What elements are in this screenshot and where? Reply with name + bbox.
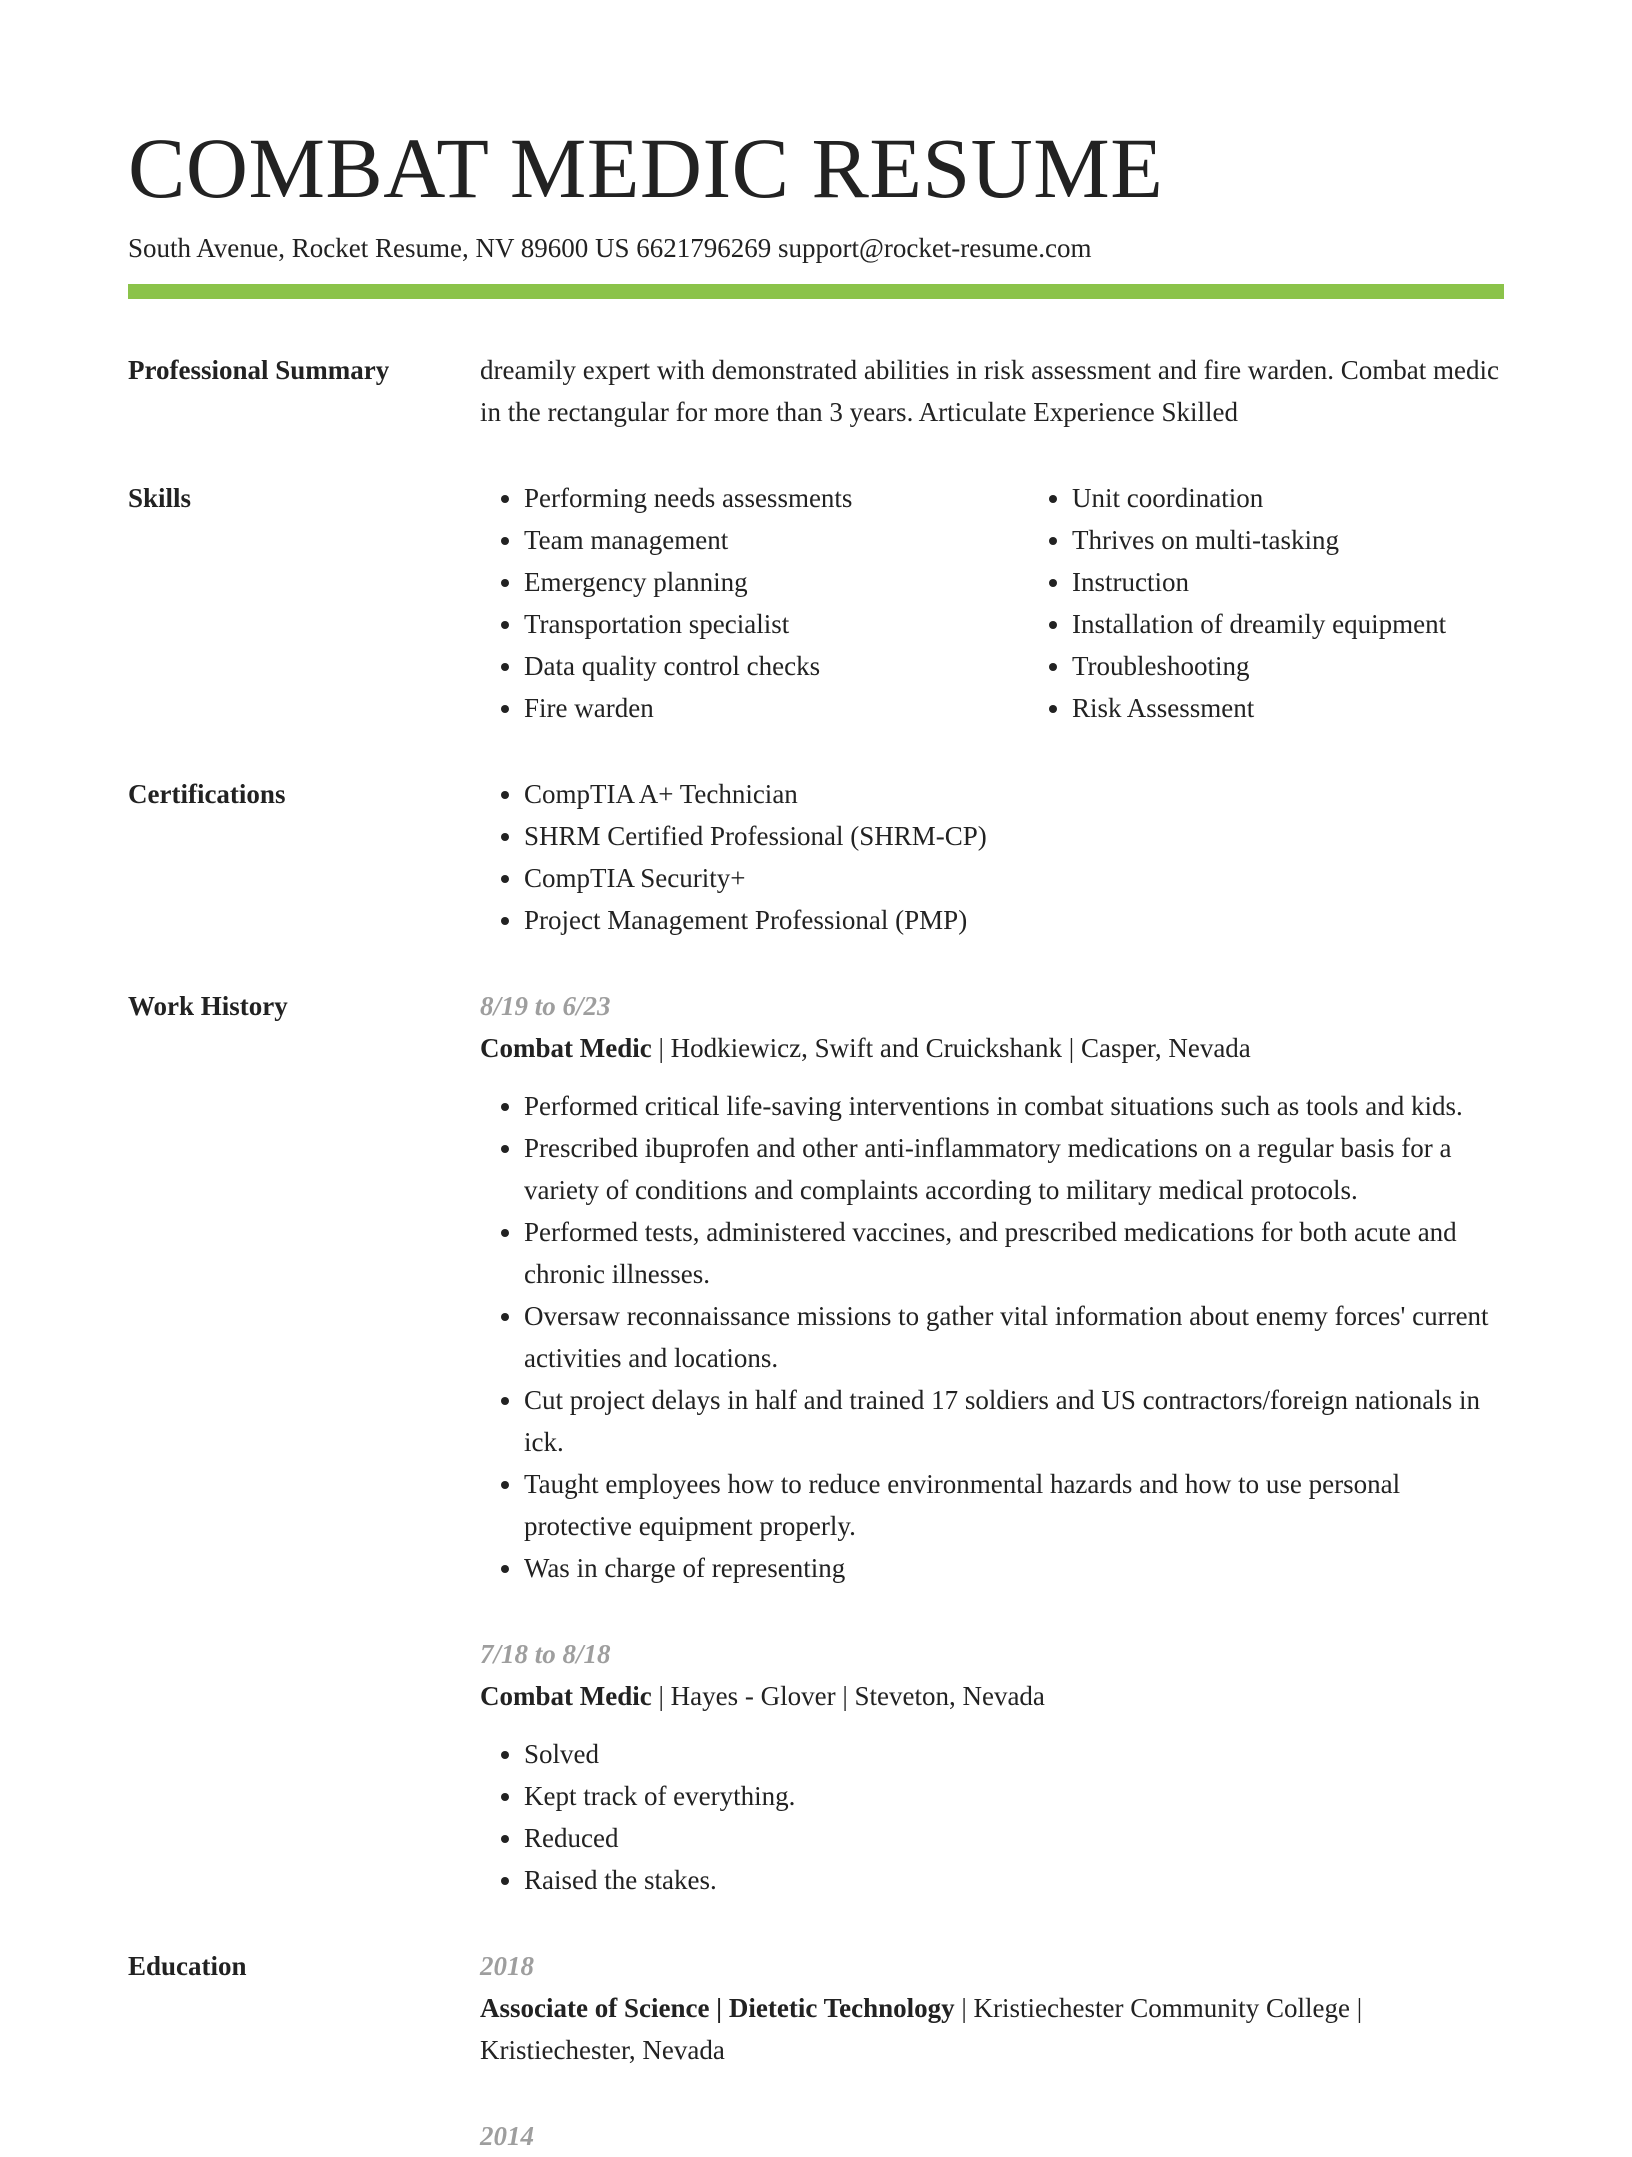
skill-item: • Troubleshooting — [1072, 645, 1576, 687]
job-dates: 7/18 to 8/18 — [480, 1639, 611, 1669]
skill-item: • Risk Assessment — [1072, 687, 1576, 729]
skills-column-1 — [480, 477, 1028, 729]
job-details: | Hodkiewicz, Swift and Cruickshank | Casper, Nevada — [651, 1033, 1251, 1063]
education-details: | Kristiechester Community College | Kristiechester, Nevada — [480, 1993, 1363, 2065]
certifications-list — [480, 773, 1504, 941]
skill-item: • Installation of dreamily equipment — [1072, 603, 1576, 645]
certifications-label: Certifications — [128, 779, 286, 809]
education-section — [128, 1945, 1504, 2157]
certification-item: • Project Management Professional (PMP) — [524, 899, 1504, 941]
skill-item: • Team management — [524, 519, 1028, 561]
skill-item: • Unit coordination — [1072, 477, 1576, 519]
job-bullet: • Cut project delays in half and trained 17 soldiers and US contractors/foreign nationals in ick. — [524, 1379, 1504, 1463]
skills-section — [128, 477, 1504, 729]
education-date: 2014 — [480, 2121, 534, 2151]
job-bullet: • Prescribed ibuprofen and other anti-inflammatory medications on a regular basis for a variety of conditions and complaints according to military medical protocols. — [524, 1127, 1504, 1211]
job-title: Combat Medic — [480, 1033, 652, 1063]
job-bullet: • Kept track of everything. — [524, 1775, 1504, 1817]
summary-text: dreamily expert with demonstrated abilities in risk assessment and fire warden. Combat medic in the rectangular for more than 3 years. Articulate Experience Skilled — [480, 355, 1499, 427]
certification-item: • CompTIA Security+ — [524, 857, 1504, 899]
job-heading — [480, 1027, 1504, 1069]
education-degree: Associate of Science | Dietetic Technology — [480, 1993, 955, 2023]
skill-item: • Emergency planning — [524, 561, 1028, 603]
job-bullet: • Performed tests, administered vaccines, and prescribed medications for both acute and chronic illnesses. — [524, 1211, 1504, 1295]
education-entry — [480, 1945, 1504, 2071]
job-bullet: • Was in charge of representing — [524, 1547, 1504, 1589]
job-title: Combat Medic — [480, 1681, 652, 1711]
work-history-label: Work History — [128, 991, 288, 1021]
skill-item: • Data quality control checks — [524, 645, 1028, 687]
certifications-section — [128, 773, 1504, 941]
work-history-section — [128, 985, 1504, 1901]
skill-item: • Performing needs assessments — [524, 477, 1028, 519]
skill-item: • Thrives on multi-tasking — [1072, 519, 1576, 561]
certification-item: • SHRM Certified Professional (SHRM-CP) — [524, 815, 1504, 857]
job-bullets — [480, 1085, 1504, 1589]
education-label: Education — [128, 1951, 247, 1981]
summary-section — [128, 349, 1504, 433]
job-bullet: • Taught employees how to reduce environmental hazards and how to use personal protective equipment properly. — [524, 1463, 1504, 1547]
skill-item: • Instruction — [1072, 561, 1576, 603]
job-bullets — [480, 1733, 1504, 1901]
job-entry — [480, 985, 1504, 1589]
education-entry — [480, 2115, 1504, 2157]
certification-item: • CompTIA A+ Technician — [524, 773, 1504, 815]
job-bullet: • Solved — [524, 1733, 1504, 1775]
contact-line: South Avenue, Rocket Resume, NV 89600 US 6621796269 support@rocket-resume.com — [128, 233, 1092, 263]
skill-item: • Fire warden — [524, 687, 1028, 729]
job-details: | Hayes - Glover | Steveton, Nevada — [651, 1681, 1045, 1711]
skills-label: Skills — [128, 483, 192, 513]
job-heading — [480, 1675, 1504, 1717]
skills-column-2 — [1028, 477, 1576, 729]
education-heading — [480, 1987, 1504, 2071]
summary-label: Professional Summary — [128, 355, 390, 385]
job-bullet: • Raised the stakes. — [524, 1859, 1504, 1901]
job-dates: 8/19 to 6/23 — [480, 991, 611, 1021]
job-bullet: • Oversaw reconnaissance missions to gather vital information about enemy forces' current activities and locations. — [524, 1295, 1504, 1379]
job-bullet: • Reduced — [524, 1817, 1504, 1859]
accent-divider — [128, 284, 1504, 299]
education-date: 2018 — [480, 1951, 534, 1981]
resume-title: COMBAT MEDIC RESUME — [128, 120, 1164, 216]
job-bullet: • Performed critical life-saving interventions in combat situations such as tools and kids. — [524, 1085, 1504, 1127]
job-entry — [480, 1633, 1504, 1901]
resume-page — [128, 118, 1504, 2157]
skill-item: • Transportation specialist — [524, 603, 1028, 645]
